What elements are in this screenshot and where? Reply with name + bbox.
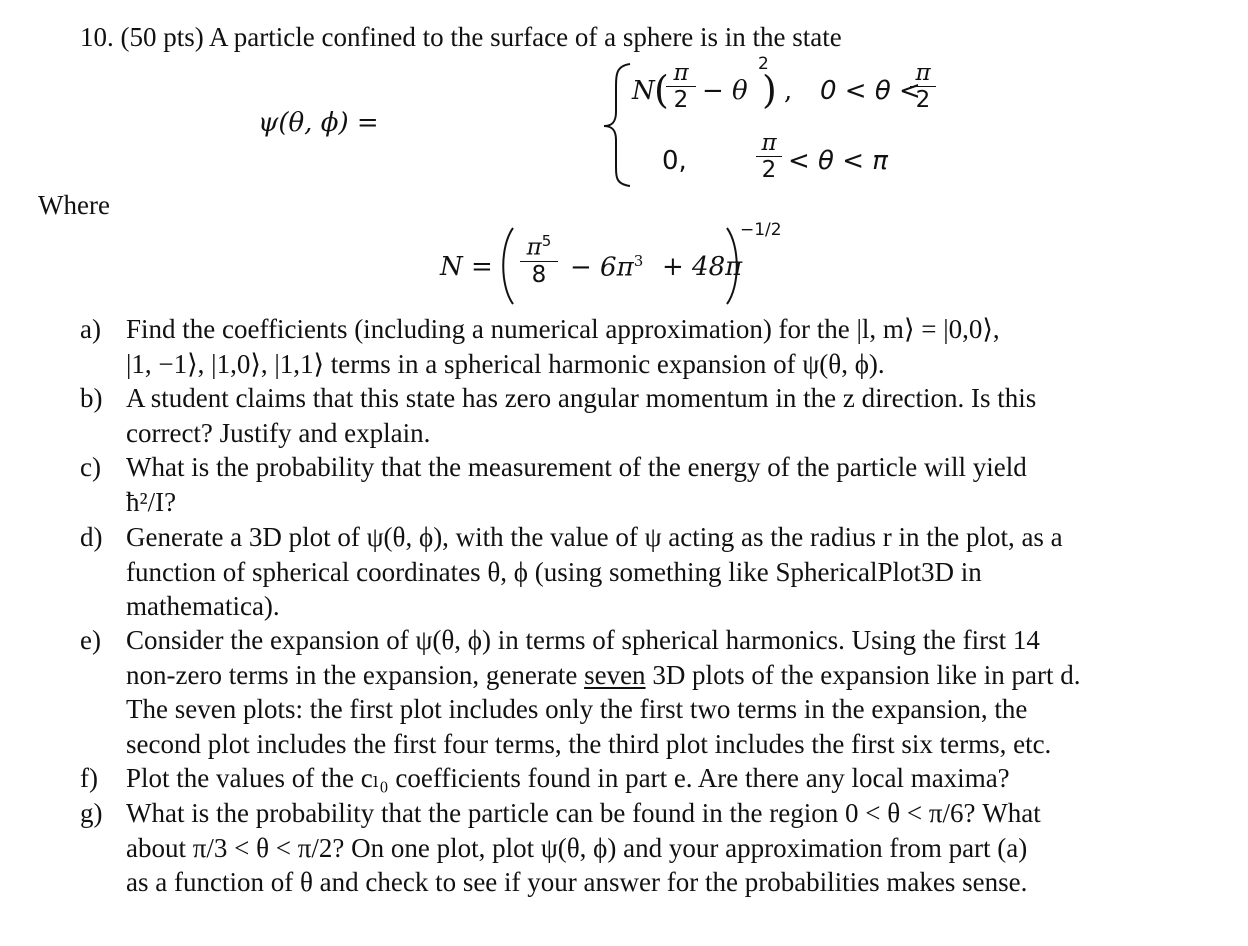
case1-condition: 0 < θ < <box>820 76 921 106</box>
N-frac-num: $\pi^5$ <box>520 228 558 262</box>
N-definition <box>440 222 800 312</box>
part-line: Consider the expansion of ψ(θ, ϕ) in terms of spherical harmonics. Using the first 14 <box>126 625 1040 655</box>
case1-frac-den: 2 <box>673 87 689 113</box>
part-line: What is the probability that the measurement of the energy of the particle will yield <box>126 452 1027 482</box>
case1-close-paren: ) <box>762 68 777 112</box>
part-line: correct? Justify and explain. <box>126 417 431 448</box>
N-plus-term: + 48π <box>662 252 743 282</box>
case1-frac-num: π <box>666 60 696 87</box>
part-line: non-zero terms in the expansion, generate seven 3D plots of the expansion like in part d. <box>126 659 1081 690</box>
N-frac-den: 8 <box>531 261 547 288</box>
case1-exponent: 2 <box>758 54 769 74</box>
underlined-word: seven <box>584 659 646 690</box>
part-line: ħ²/I? <box>126 486 177 517</box>
psi-lhs <box>258 108 379 138</box>
case1-comma: , <box>784 76 793 106</box>
part-label: c) <box>80 452 101 482</box>
part-line: |1, −1⟩, |1,0⟩, |1,1⟩ terms in a spherical harmonic expansion of ψ(θ, ϕ). <box>126 348 885 379</box>
part-label: b) <box>80 383 103 413</box>
where-label: Where <box>38 190 110 220</box>
N-lhs: N = <box>440 252 493 282</box>
case1-cond-frac <box>910 60 936 113</box>
case1-N: N <box>632 76 655 106</box>
part-label: g) <box>80 798 103 828</box>
N-frac <box>520 228 558 288</box>
problem-header: 10. (50 pts) A particle confined to the surface of a sphere is in the state <box>80 22 842 52</box>
part-label: a) <box>80 314 101 344</box>
part-label: e) <box>80 625 101 655</box>
part-line: The seven plots: the first plot includes only the first two terms in the expansion, the <box>126 694 1028 724</box>
case2-condition: < θ < π <box>788 146 888 176</box>
part-line: Generate a 3D plot of ψ(θ, ϕ), with the value of ψ acting as the radius r in the plot, as a <box>126 522 1063 552</box>
case1-cond-frac-den: 2 <box>915 87 931 113</box>
piecewise-brace <box>600 60 636 190</box>
case2-cond-frac <box>756 130 782 183</box>
N-open-paren <box>498 226 516 306</box>
part-line: mathematica). <box>126 591 280 621</box>
psi-lhs-text: ψ(θ, ϕ) = <box>258 108 379 138</box>
N-minus-term: − $6\pi^3$ <box>570 252 644 283</box>
part-label: f) <box>80 763 98 793</box>
case2-cond-frac-num: π <box>756 130 782 157</box>
part-line: second plot includes the first four terms, the third plot includes the first six terms, etc. <box>126 728 1052 759</box>
case1-cond-frac-num: π <box>910 60 936 87</box>
N-outer-exponent: −1/2 <box>740 220 782 240</box>
part-line: as a function of θ and check to see if your answer for the probabilities makes sense. <box>126 867 1028 897</box>
part-line: Plot the values of the cₗ₀ coefficients found in part e. Are there any local maxima? <box>126 763 1010 793</box>
part-line: A student claims that this state has zero angular momentum in the z direction. Is this <box>126 383 1037 413</box>
case2-cond-frac-den: 2 <box>761 157 777 183</box>
part-line: What is the probability that the particle can be found in the region 0 < θ < π/6? What <box>126 798 1041 828</box>
case1-open-paren: ( <box>654 68 669 112</box>
part-line: about π/3 < θ < π/2? On one plot, plot ψ(θ, ϕ) and your approximation from part (a) <box>126 832 1028 863</box>
part-label: d) <box>80 522 103 552</box>
case1-frac <box>666 60 696 113</box>
case2-value: 0, <box>662 146 687 176</box>
part-line: Find the coefficients (including a numerical approximation) for the |l, m⟩ = |0,0⟩, <box>126 314 1000 344</box>
part-line: function of spherical coordinates θ, ϕ (using something like SphericalPlot3D in <box>126 556 982 587</box>
case1-minus-theta: − θ <box>702 76 748 106</box>
